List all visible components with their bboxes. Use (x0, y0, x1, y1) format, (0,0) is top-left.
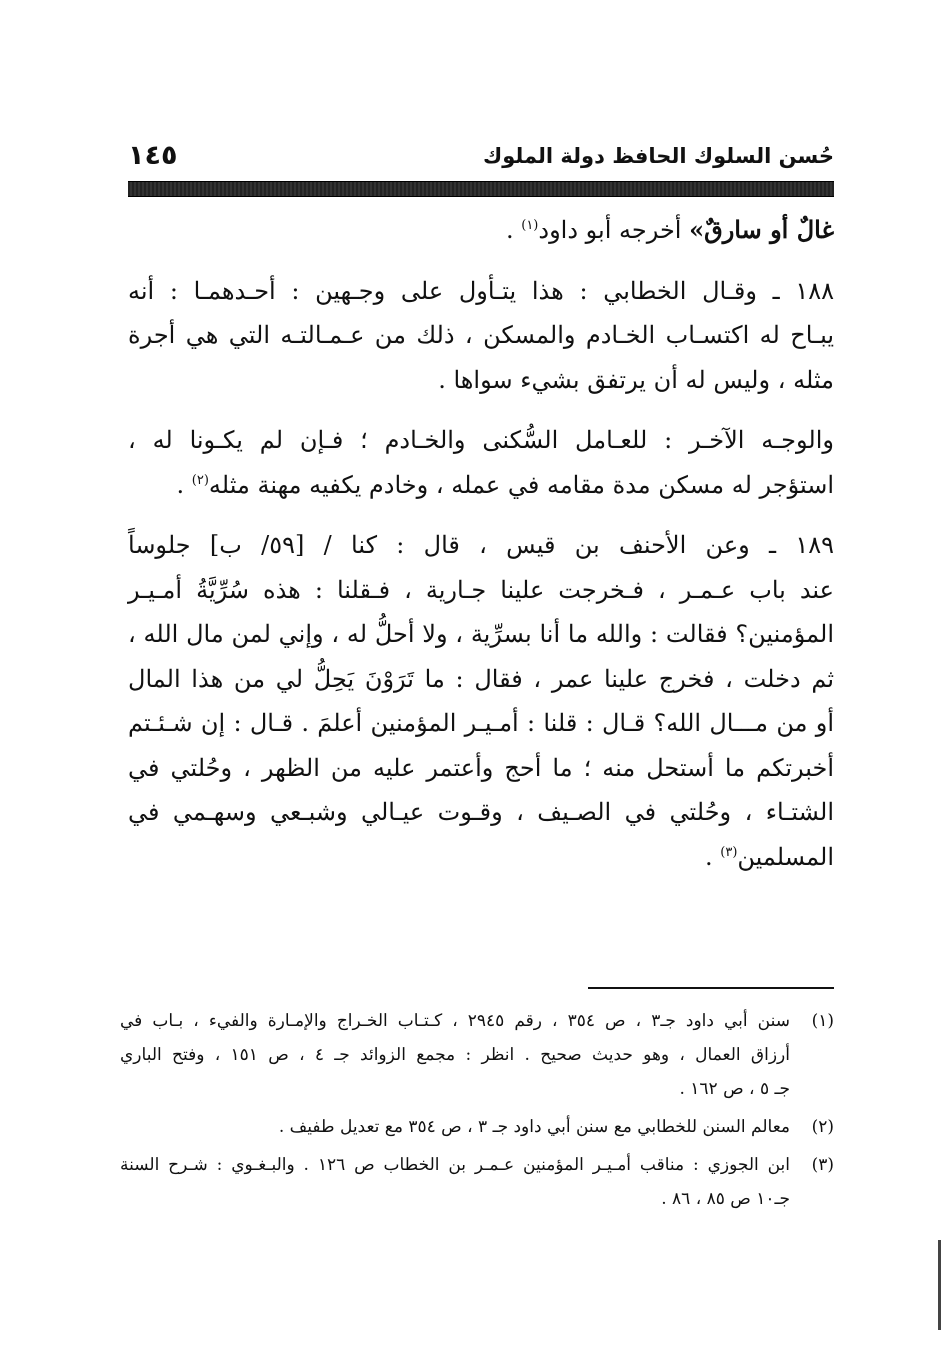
running-header (128, 138, 834, 178)
text-line: عند باب عـمـر ، فـخرجت علينا جـارية ، فـقلنا : هذه سُرِّيَّةُ أمـيـر (128, 575, 834, 604)
text-line: أو من مـــال الله؟ قـال : قلنا : أمـيـر المؤمنين أعلمَ . قـال : إن شـئـتم (128, 709, 834, 737)
footnote-line: معالم السنن للخطابي مع سنن أبي داود جـ ٣ ، ص ٣٥٤ مع تعديل طفيف . (278, 1117, 790, 1137)
text-line (128, 463, 834, 508)
footnote-line: جـ ٥ ، ص ١٦٢ . (679, 1079, 790, 1099)
header-title: حُسن السلوك الحافظ دولة الملوك (482, 144, 834, 168)
hadith-quote-end: غالٌ أو سارقٌ» (689, 215, 834, 244)
text-line: ١٨٩ ـ وعن الأحنف بن قيس ، قال : كنا / [٥٩/ ب] جلوساً (128, 531, 835, 559)
text-line: والوجـه الآخـر : للعـامل السُّكنى والخـادم ؛ فـإن لم يكـونا له ، (128, 426, 834, 454)
line-tail: . (704, 842, 721, 871)
paragraph (128, 418, 834, 507)
footnote-ref: (١) (521, 218, 539, 233)
footnote-number: (٢) (811, 1117, 834, 1137)
line-tail: . (176, 470, 192, 499)
text-line: أخبرتكم ما أستحل منه ؛ ما أحج وأعتمر عليه من الظهر ، وحُلتي في (128, 753, 834, 782)
line-text: استؤجر له مسكن مدة مقامه في عمله ، وخادم يكفيه مهنة مثله (208, 470, 834, 499)
header-rule (128, 181, 834, 197)
paragraph (128, 208, 834, 253)
text-line: يبـاح له اكتسـاب الخـادم والمسكن ، ذلك من عـمـالتـه التي هي أجرة (128, 321, 834, 349)
line-text: المسلمين (737, 842, 834, 871)
footnote-separator (588, 987, 834, 989)
footnote-item (120, 1004, 834, 1106)
footnote-ref: (٢) (191, 472, 209, 488)
line-tail: . (505, 216, 522, 244)
footnotes (120, 1004, 834, 1220)
text-line (128, 835, 834, 880)
text-line (128, 208, 834, 253)
paragraph (128, 269, 834, 403)
page-number: ١٤٥ (128, 140, 178, 171)
text-line: المؤمنين؟ فقالت : والله ما أنا بسرِّية ، ولا أحلُّ له ، وإني لمن مال الله ، (128, 620, 834, 648)
line-text: أخرجه أبو داود (538, 216, 690, 244)
footnote-item (120, 1110, 834, 1144)
footnote-number: (١) (811, 1011, 834, 1031)
text-line: ١٨٨ ـ وقـال الخطابي : هذا يتـأول على وجـهين : أحـدهمـا : أنه (128, 276, 834, 305)
paragraph (128, 523, 834, 879)
footnote-line: أرزاق العمال ، وهو حديث صحيح . انظر : مجمع الزوائد جـ ٤ ، ص ١٥١ ، وفتح الباري (120, 1045, 790, 1065)
footnote-item (120, 1148, 834, 1216)
footnote-number: (٣) (811, 1155, 834, 1175)
text-line: مثله ، وليس له أن يرتفق بشيء سواها . (438, 365, 834, 394)
footnote-line: جـ١٠ ص ٨٥ ، ٨٦ . (661, 1189, 790, 1209)
footnote-line: ابن الجوزي : مناقب أمـيـر المؤمنين عـمـر بن الخطاب ص ١٢٦ . والبـغـوي : شـرح السنة (120, 1155, 790, 1175)
text-line: ثم دخلت ، فخرج علينا عمر ، فقال : ما تَرَوْنَ يَحِلُّ لي من هذا المال (128, 664, 834, 693)
footnote-line: سنن أبي داود جـ٣ ، ص ٣٥٤ ، رقم ٢٩٤٥ ، كـتـاب الخـراج والإمـارة والفيء ، بـاب في (120, 1011, 790, 1031)
main-text (128, 208, 834, 895)
footnote-ref: (٣) (720, 844, 738, 860)
text-line: الشتـاء ، وحُلتي في الصـيف ، وقـوت عيـالي وشبـعي وسهـمي في (128, 798, 834, 826)
